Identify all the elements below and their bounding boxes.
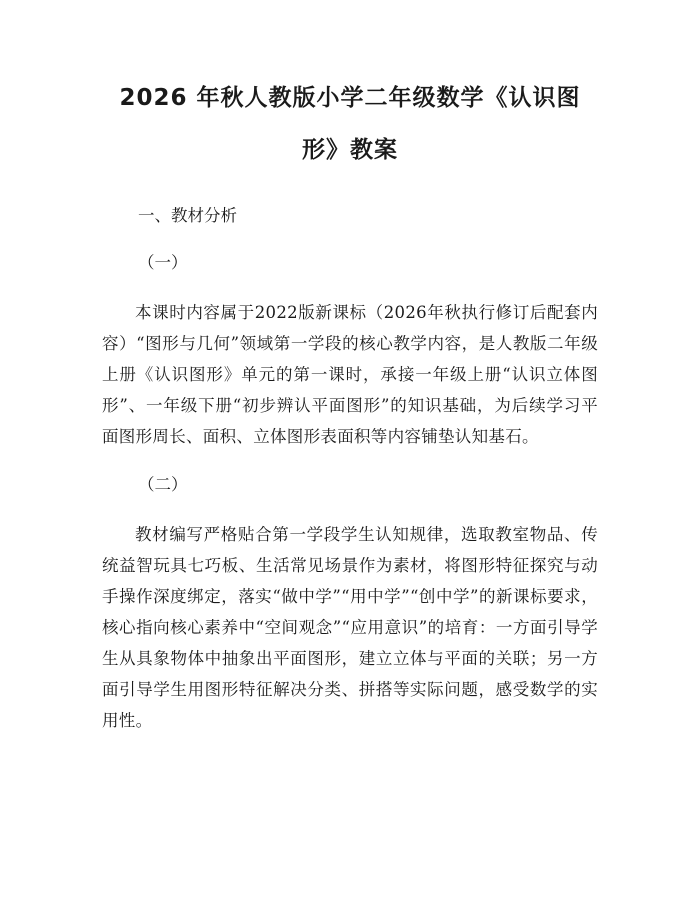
document-title (102, 72, 598, 176)
sub-heading-2: （二） (138, 475, 188, 494)
sub-heading-1: （一） (138, 253, 188, 272)
paragraph-1: 本课时内容属于2022版新课标（2026年秋执行修订后配套内容）“图形与几何”领域第一学段的核心教学内容，是人教版二年级上册《认识图形》单元的第一课时，承接一年级上册“认识立体图形”、一年级下册“初步辨认平面图形”的知识基础，为后续学习平面图形周长、面积、立体图形表面积等内容铺垫认知基石。 (102, 303, 598, 446)
title-line-1: 2026 年秋人教版小学二年级数学《认识图 (119, 85, 581, 111)
paragraph-2: 教材编写严格贴合第一学段学生认知规律，选取教室物品、传统益智玩具七巧板、生活常见场景作为素材，将图形特征探究与动手操作深度绑定，落实“做中学”“用中学”“创中学”的新课标要求，核心指向核心素养中“空间观念”“应用意识”的培育：一方面引导学生从具象物体中抽象出平面图形，建立立体与平面的关联；另一方面引导学生用图形特征解决分类、拼搭等实际问题，感受数学的实用性。 (102, 525, 598, 730)
title-line-2: 形》教案 (302, 137, 398, 163)
section-heading-textbook-analysis: 一、教材分析 (138, 206, 237, 225)
